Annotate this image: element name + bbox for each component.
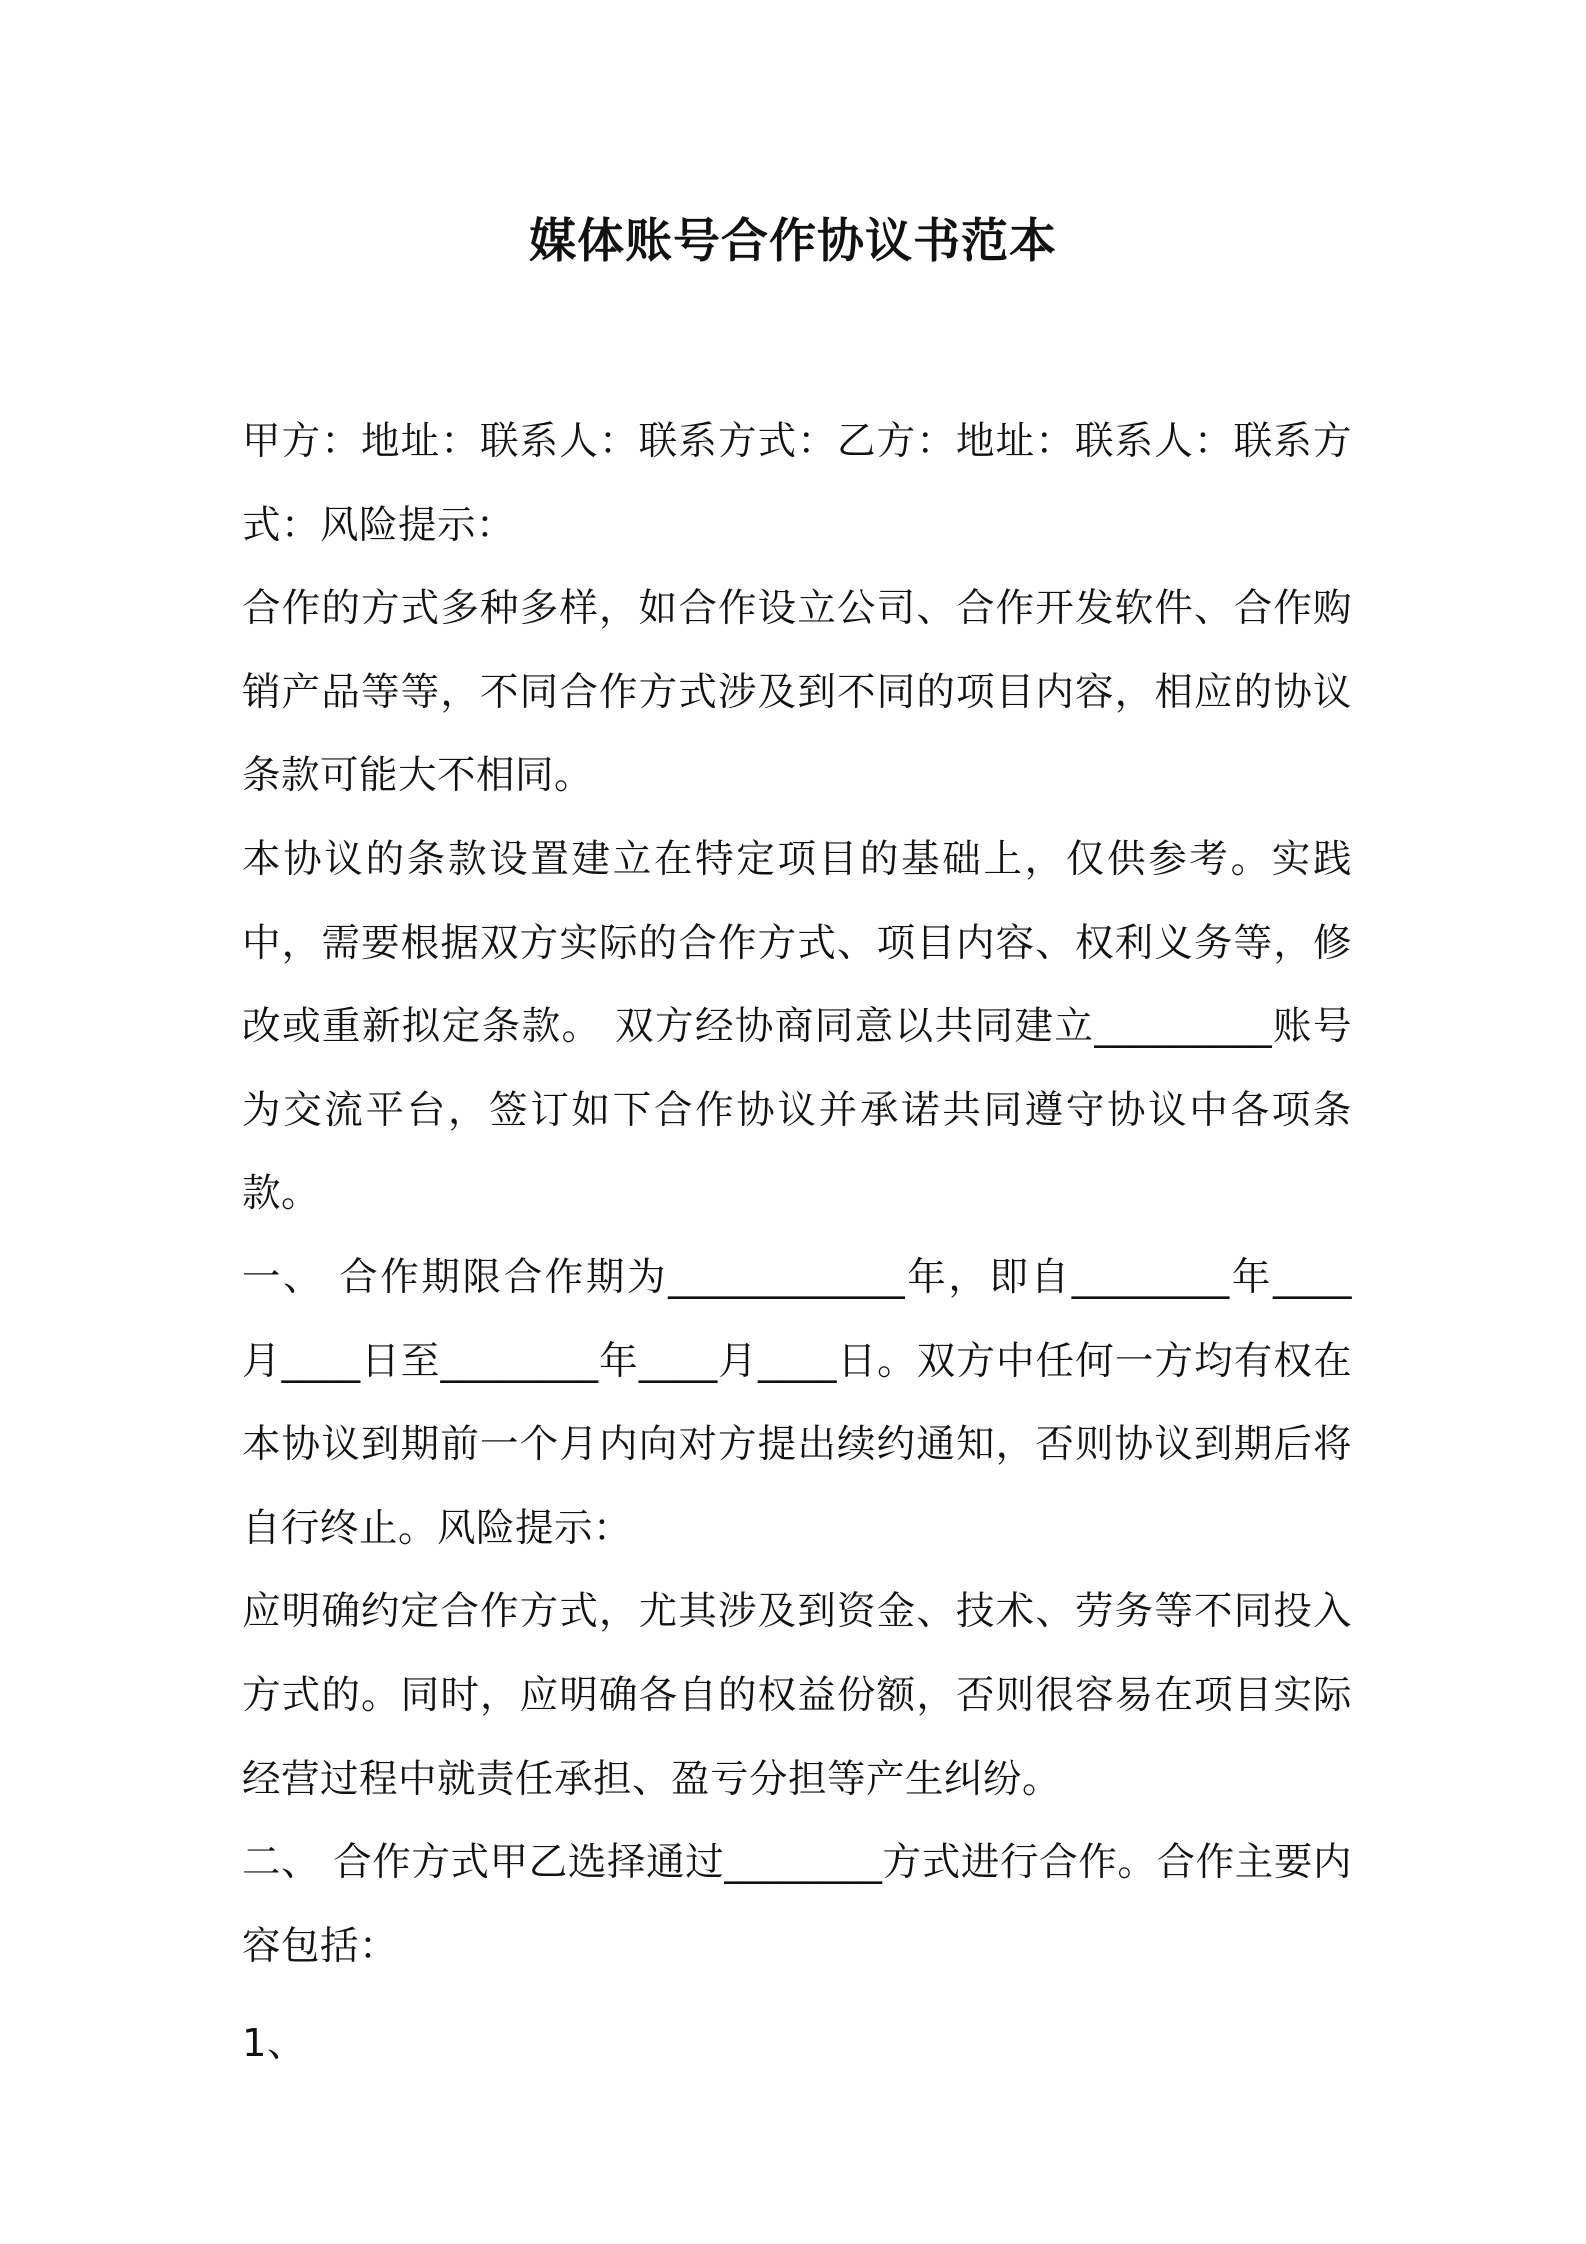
clause-2-method-paragraph: 二、 合作方式甲乙选择通过________方式进行合作。合作主要内容包括： (242, 1840, 1352, 1969)
risk-note-paragraph: 合作的方式多种多样，如合作设立公司、合作开发软件、合作购销产品等等，不同合作方式涉及到不同的项目内容，相应的协议条款可能大不相同。 (242, 586, 1352, 799)
paragraph-spacer (242, 1988, 1352, 2002)
risk-note-cooperation-paragraph: 应明确约定合作方式，尤其涉及到资金、技术、劳务等不同投入方式的。同时，应明确各自的权益份额，否则很容易在项目实际经营过程中就责任承担、盈亏分担等产生纠纷。 (242, 1589, 1352, 1802)
clause-1-term-paragraph: 一、 合作期限合作期为____________年，即自________年____月____日至________年____月____日。双方中任何一方均有权在本协议到期前一个月内向对方提出续约通知，否则协议到期后将自行终止。风险提示： (242, 1254, 1352, 1551)
list-item-1: 1、 (242, 2021, 306, 2067)
document-title: 媒体账号合作协议书范本 (529, 214, 1057, 269)
document-body (242, 400, 1352, 2086)
parties-paragraph: 甲方：地址：联系人：联系方式：乙方：地址：联系人：联系方式：风险提示： (242, 419, 1352, 548)
agreement-intro-paragraph: 本协议的条款设置建立在特定项目的基础上，仅供参考。实践中，需要根据双方实际的合作方式、项目内容、权利义务等，修改或重新拟定条款。 双方经协商同意以共同建立_________账号为交流平台，签订如下合作协议并承诺共同遵守协议中各项条款。 (242, 836, 1352, 1217)
